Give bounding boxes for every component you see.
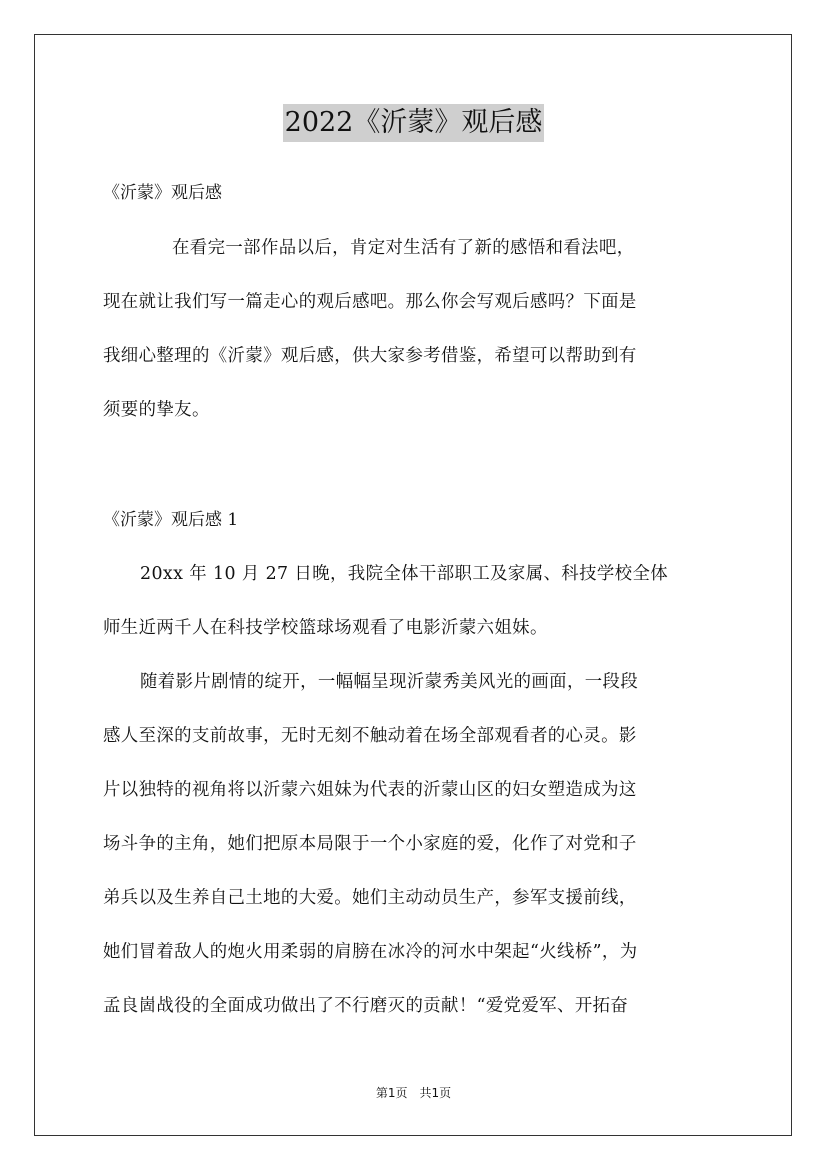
paragraph-line: 弟兵以及生养自己土地的大爱。她们主动动员生产，参军支援前线，	[103, 888, 637, 908]
intro-line: 在看完一部作品以后，肯定对生活有了新的感悟和看法吧，	[172, 238, 635, 258]
paragraph-line: 感人至深的支前故事，无时无刻不触动着在场全部观看者的心灵。影	[103, 726, 637, 746]
paragraph-line: 场斗争的主角，她们把原本局限于一个小家庭的爱，化作了对党和子	[103, 834, 637, 854]
document-title-wrap	[0, 104, 827, 144]
section-heading: 《沂蒙》观后感 1	[103, 510, 239, 530]
intro-line: 现在就让我们写一篇走心的观后感吧。那么你会写观后感吗？下面是	[103, 292, 637, 312]
paragraph-line: 师生近两千人在科技学校篮球场观看了电影沂蒙六姐妹。	[103, 618, 548, 638]
page-number-footer: 第1页 共1页	[375, 1086, 452, 1100]
document-subtitle: 《沂蒙》观后感	[103, 183, 222, 203]
paragraph-line: 20xx 年 10 月 27 日晚，我院全体干部职工及家属、科技学校全体	[140, 564, 669, 584]
document-title: 2022《沂蒙》观后感	[283, 104, 545, 142]
paragraph-line: 随着影片剧情的绽开，一幅幅呈现沂蒙秀美风光的画面，一段段	[140, 672, 639, 692]
paragraph-line: 片以独特的视角将以沂蒙六姐妹为代表的沂蒙山区的妇女塑造成为这	[103, 780, 637, 800]
paragraph-line: 她们冒着敌人的炮火用柔弱的肩膀在冰冷的河水中架起“火线桥”，为	[103, 942, 638, 962]
intro-line: 须要的挚友。	[103, 400, 210, 420]
paragraph-line: 孟良崮战役的全面成功做出了不行磨灭的贡献！“爱党爱军、开拓奋	[103, 996, 629, 1016]
intro-line: 我细心整理的《沂蒙》观后感，供大家参考借鉴，希望可以帮助到有	[103, 346, 637, 366]
